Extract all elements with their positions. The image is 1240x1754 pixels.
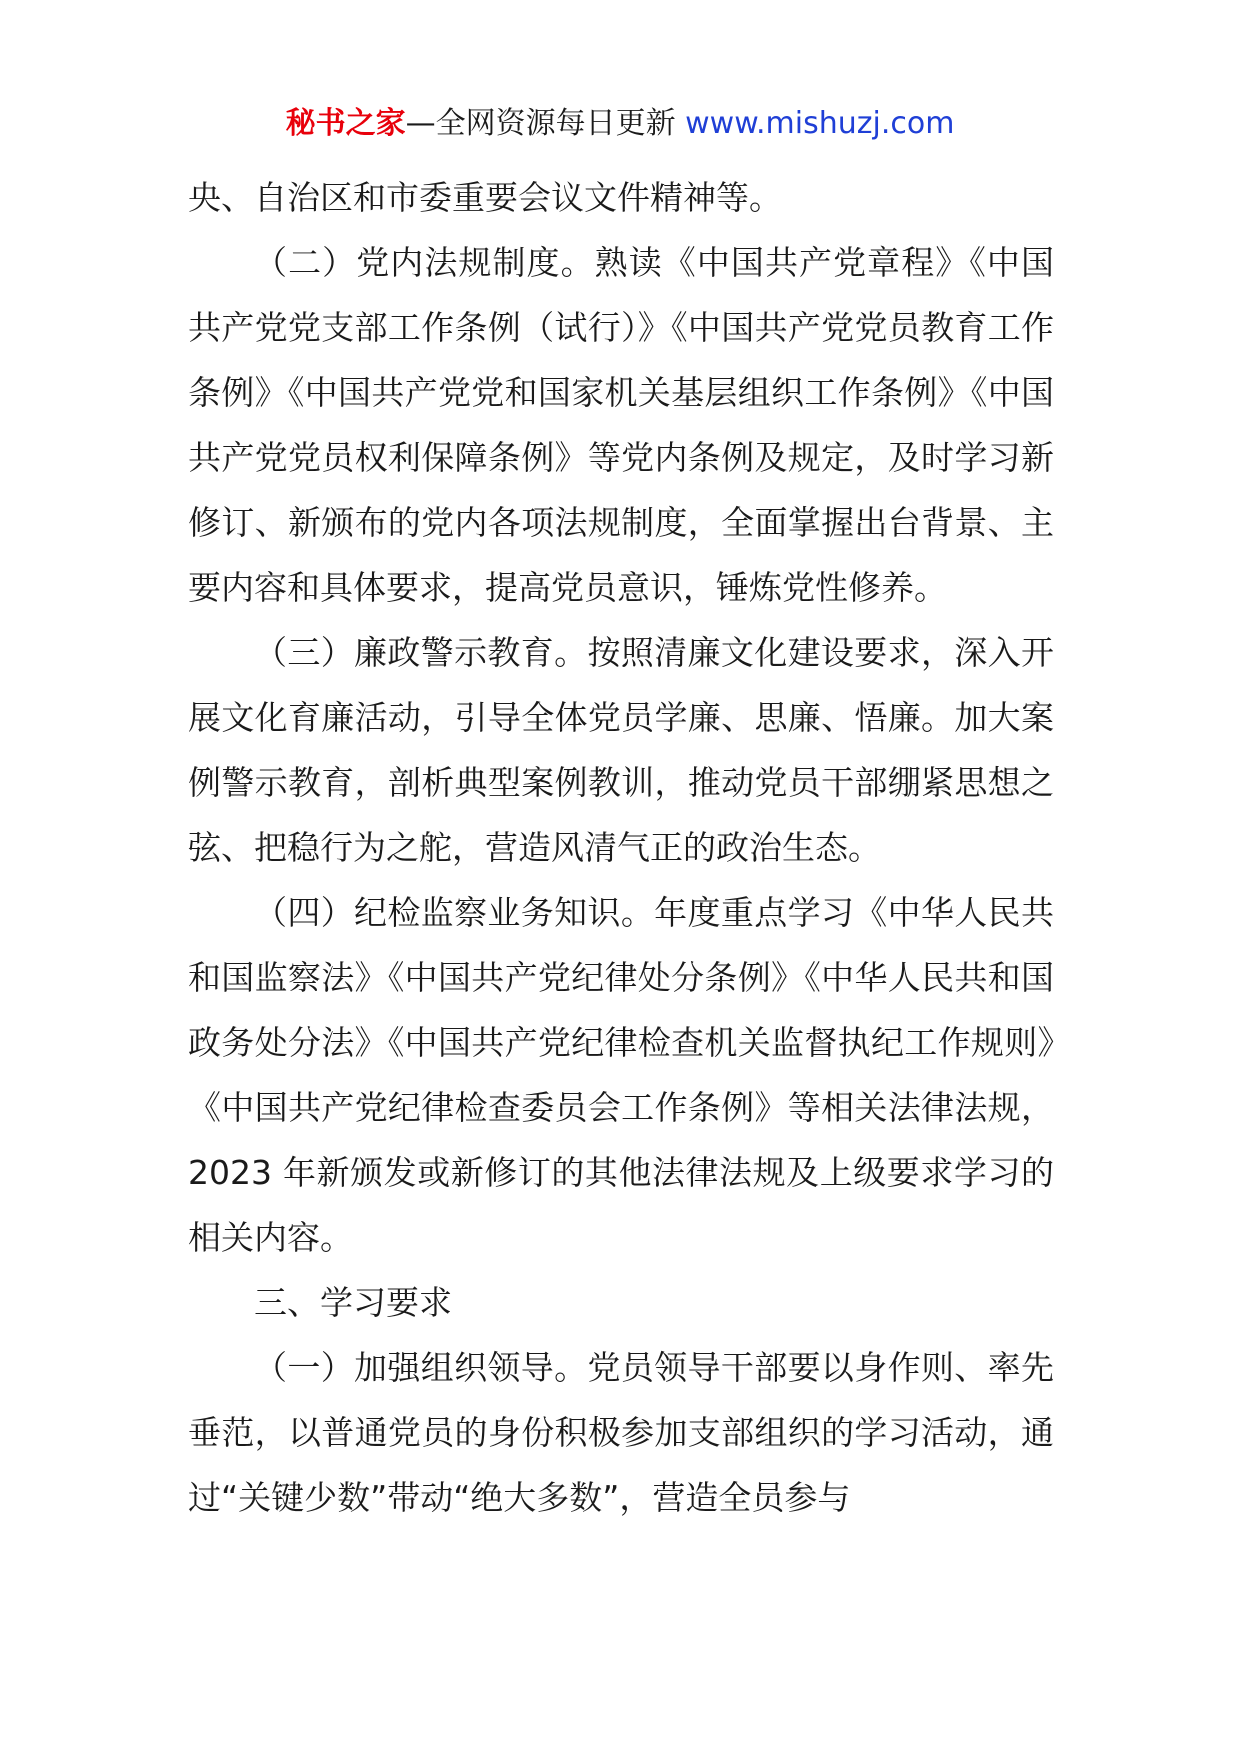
paragraph-integrity-education: （三）廉政警示教育。按照清廉文化建设要求，深入开展文化育廉活动，引导全体党员学廉、思廉、悟廉。加大案例警示教育，剖析典型案例教训，推动党员干部绷紧思想之弦、把稳行为之舵，营造风清气正的政治生态。 bbox=[188, 633, 1054, 867]
site-header bbox=[0, 102, 1240, 146]
paragraph-party-regulations: （二）党内法规制度。熟读《中国共产党章程》《中国共产党党支部工作条例（试行）》《中国共产党党员教育工作条例》《中国共产党党和国家机关基层组织工作条例》《中国共产党党员权利保障条例》等党内条例及规定，及时学习新修订、新颁布的党内各项法规制度，全面掌握出台背景、主要内容和具体要求，提高党员意识，锤炼党性修养。 bbox=[188, 243, 1054, 607]
document-body bbox=[188, 165, 1054, 1530]
brand-name: 秘书之家 bbox=[285, 106, 406, 141]
header-tagline: —全网资源每日更新 bbox=[405, 106, 676, 141]
paragraph-discipline-knowledge: （四）纪检监察业务知识。年度重点学习《中华人民共和国监察法》《中国共产党纪律处分条例》《中华人民共和国政务处分法》《中国共产党纪律检查机关监督执纪工作规则》《中国共产党纪律检查委员会工作条例》等相关法律法规，2023 年新颁发或新修订的其他法律法规及上级要求学习的相关内容。 bbox=[188, 893, 1054, 1257]
section-heading-study-requirements: 三、学习要求 bbox=[254, 1283, 452, 1322]
site-url-link[interactable]: www.mishuzj.com bbox=[685, 106, 955, 141]
paragraph-continuation: 央、自治区和市委重要会议文件精神等。 bbox=[188, 178, 782, 217]
paragraph-organizational-leadership: （一）加强组织领导。党员领导干部要以身作则、率先垂范，以普通党员的身份积极参加支部组织的学习活动，通过“关键少数”带动“绝大多数”，营造全员参与 bbox=[188, 1348, 1054, 1517]
